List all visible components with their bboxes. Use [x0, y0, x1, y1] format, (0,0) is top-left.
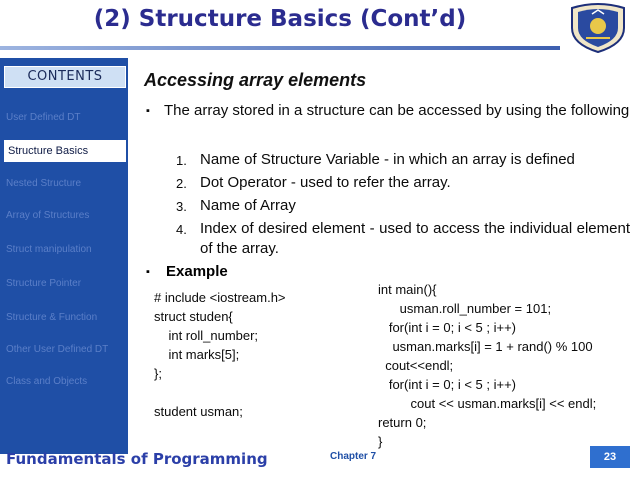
sidebar-item-structure-pointer[interactable]: Structure Pointer — [6, 278, 82, 289]
step-text: Name of Array — [200, 197, 296, 214]
code-block-main: int main(){ usman.roll_number = 101; for(int i = 0; i < 5 ; i++) usman.marks[i] = 1 + rand() % 100 cout<<endl; for(int i = 0; i < 5 ; i++) cout << usman.marks[i] << endl; return 0; } — [378, 282, 597, 449]
step-number: 1. — [176, 153, 187, 168]
step-number: 2. — [176, 176, 187, 191]
sidebar-item-structure-function[interactable]: Structure & Function — [6, 312, 98, 323]
intro-bullet-text: The array stored in a structure can be accessed by using the following — [164, 102, 630, 119]
sidebar-item-nested-structure[interactable]: Nested Structure — [6, 178, 82, 189]
sidebar-item-user-defined-dt[interactable]: User Defined DT — [6, 112, 81, 123]
code-block-struct: # include <iostream.h> struct studen{ int roll_number; int marks[5]; }; student usman; — [154, 290, 286, 419]
title-underline — [0, 46, 560, 50]
contents-tab[interactable]: CONTENTS — [4, 66, 126, 88]
sidebar-item-array-of-structures[interactable]: Array of Structures — [6, 210, 90, 221]
section-subtitle: Accessing array elements — [144, 70, 367, 90]
steps-list — [176, 150, 630, 262]
university-seal-icon — [566, 2, 630, 54]
step-number: 4. — [176, 222, 187, 237]
page-number-badge: 23 — [590, 446, 630, 468]
sidebar-item-other-user-defined-dt[interactable]: Other User Defined DT — [6, 344, 109, 355]
bullet-square-icon: ▪ — [146, 105, 150, 117]
sidebar-item-struct-manipulation[interactable]: Struct manipulation — [6, 244, 92, 255]
step-text: Name of Structure Variable - in which an array is defined — [200, 151, 575, 168]
step-number: 3. — [176, 199, 187, 214]
course-title: Fundamentals of Programming — [6, 450, 268, 468]
sidebar-item-class-and-objects[interactable]: Class and Objects — [6, 376, 88, 387]
bullet-square-icon: ▪ — [146, 266, 150, 278]
slide-title: (2) Structure Basics (Cont’d) — [93, 6, 467, 32]
list-item — [176, 150, 630, 170]
intro-bullet — [146, 100, 630, 122]
example-heading — [146, 262, 228, 282]
list-item — [176, 196, 630, 216]
list-item — [176, 173, 630, 193]
chapter-label: Chapter 7 — [330, 451, 377, 462]
example-label: Example — [166, 263, 228, 280]
sidebar-item-structure-basics[interactable]: Structure Basics — [4, 140, 126, 162]
list-item — [176, 219, 630, 259]
step-text: Dot Operator - used to refer the array. — [200, 174, 451, 191]
step-text: Index of desired element - used to access the individual element of the array. — [200, 220, 630, 257]
